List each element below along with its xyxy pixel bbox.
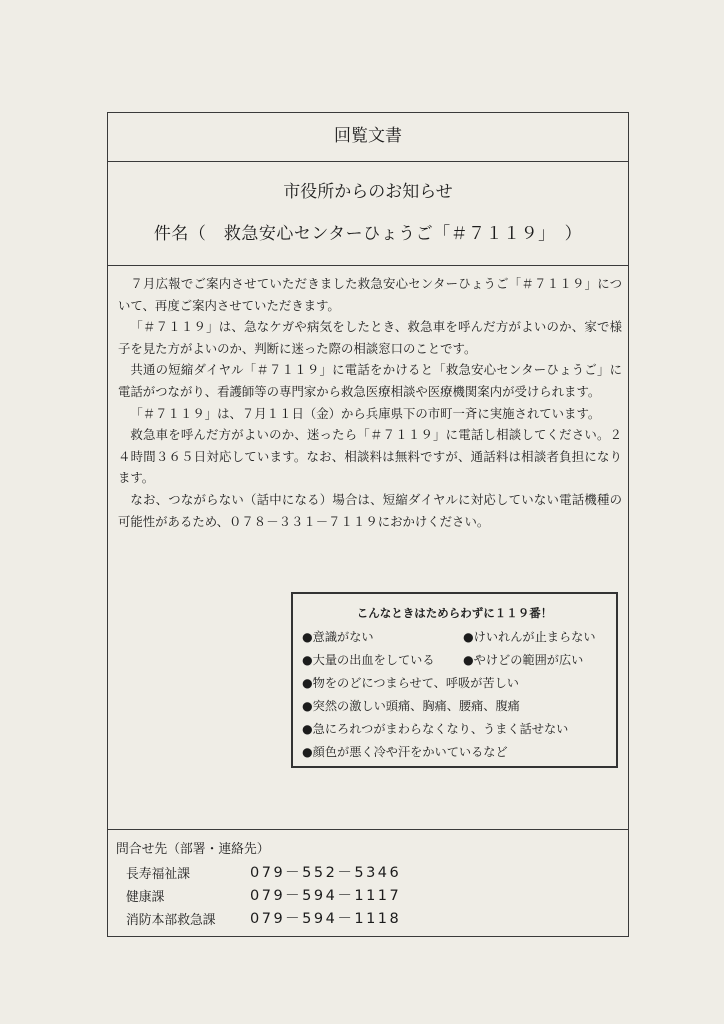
contact-title: 問合せ先（部署・連絡先） [116,842,270,857]
emergency-item: ●大量の出血をしている [302,653,435,667]
body-paragraph: 共通の短縮ダイヤル「＃７１１９」に電話をかけると「救急安心センターひょうご」に電話がつながり、看護師等の専門家から救急医療相談や医療機関案内が受けられます。 [118,362,622,399]
notice-body [118,273,622,532]
contact-dept: 長寿福祉課 [126,867,190,882]
emergency-item: ●突然の激しい頭痛、胸痛、腰痛、腹痛 [302,699,520,713]
body-paragraph: 「＃７１１９」は、急なケガや病気をしたとき、救急車を呼んだ方がよいのか、家で様子を見た方がよいのか、判断に迷った際の相談窓口のことです。 [118,319,622,356]
header-label: 回覧文書 [334,126,402,146]
emergency-item: ●物をのどにつまらせて、呼吸が苦しい [302,676,519,690]
emergency-box-title: こんなときはためらわずに１１９番！ [356,606,553,620]
contact-divider [108,829,628,830]
contact-phone: 079－594－1118 [250,911,402,927]
notice-subject: 件名（ 救急安心センターひょうご「＃７１１９」 ） [153,224,583,244]
contact-phone: 079－594－1117 [250,888,402,904]
emergency-item: ●急にろれつがまわらなくなり、うまく話せない [302,722,569,736]
circular-document [107,112,629,937]
contact-dept: 健康課 [126,890,165,905]
emergency-item: ●意識がない [302,630,374,644]
contact-phone: 079－552－5346 [250,865,402,881]
emergency-119-box [291,592,618,768]
emergency-item: ●顔色が悪く冷や汗をかいているなど [302,745,508,759]
body-paragraph: 「＃７１１９」は、７月１１日（金）から兵庫県下の市町一斉に実施されています。 [130,405,601,421]
emergency-item: ●けいれんが止まらない [463,630,596,644]
emergency-item: ●やけどの範囲が広い [463,653,584,667]
notice-title: 市役所からのお知らせ [283,182,453,202]
notice-title-box [108,161,628,266]
body-paragraph: なお、つながらない（話中になる）場合は、短縮ダイヤルに対応していない電話機種の可能性があるため、０７８－３３１－７１１９におかけください。 [118,491,622,529]
contact-dept: 消防本部救急課 [126,913,216,928]
document-header [108,113,628,162]
body-paragraph: 救急車を呼んだ方がよいのか、迷ったら「＃７１１９」に電話し相談してください。２４時間３６５日対応しています。なお、相談料は無料ですが、通話料は相談者負担になります。 [118,427,622,486]
body-paragraph: ７月広報でご案内させていただきました救急安心センターひょうご「＃７１１９」について、再度ご案内させていただきます。 [118,276,622,313]
